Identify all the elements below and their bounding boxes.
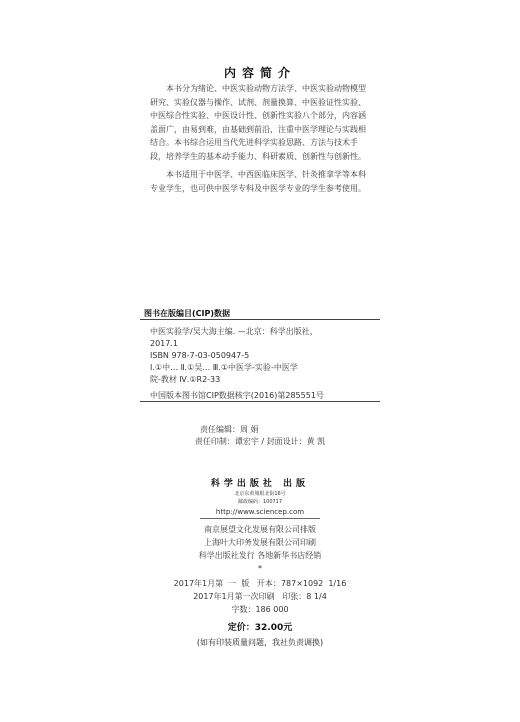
printer: 上海叶大印务发展有限公司印刷 [204,538,316,547]
publisher-name: 科学出版社 出版 [210,479,310,489]
cip-line-class: 院-教材 Ⅳ.①R2-33 [150,375,221,384]
cip-line-core: 中国版本图书馆CIP数据核字(2016)第285551号 [150,391,324,400]
cip-top-rule [140,319,380,320]
cip-line-year: 2017.1 [150,339,178,348]
cip-block [150,326,370,402]
quality-notice: (如有印装质量问题，我社负责调换) [196,638,324,647]
editor-credit: 责任编辑：周 娟 [200,425,259,434]
publisher-address: 北京东黄城根北街16号 [234,491,286,497]
cip-bottom-rule [140,401,380,402]
word-count-line: 字数：186 000 [231,605,289,614]
intro-paragraph-1: 本书分为绪论、中医实验动物方法学、中医实验动物模型研究、实验仪器与操作、试剂、剂量换算、中医验证性实验、中医综合性实验、中医设计性、创新性实验八个部分，内容涵盖面广，由易到难，由基础到前沿，注重中医学理论与实践相结合。本书综合运用当代先进科学实验思路、方法与技术手段，培养学生的基本动手能力、科研素质、创新性与创新性。 [150,84,366,161]
intro-paragraph-2: 本书适用于中医学、中西医临床医学、针灸推拿学等本科专业学生，也可供中医学专科及中医学专业的学生参考使用。 [150,170,366,193]
edition-line: 2017年1月第 一 版 开本：787×1092 1/16 [173,579,347,588]
cip-line-title: 中医实验学/吴大海主编. —北京：科学出版社， [150,327,318,336]
intro-body [150,82,370,195]
cip-heading: 图书在版编目(CIP)数据 [144,309,231,318]
printing-line: 2017年1月第一次印刷 印张：8 1/4 [193,592,327,601]
intro-title: 内容简介 [223,66,296,80]
publisher-website: http://www.sciencep.com [215,508,305,516]
typesetter: 南京展望文化发展有限公司排版 [204,525,316,534]
distributor: 科学出版社发行 各地新华书店经销 [198,551,322,560]
publisher-rule [200,518,320,519]
separator-star: * [258,564,262,573]
publisher-zip: 邮政编码：100717 [237,499,283,505]
production-credit: 责任印制：谭宏宇 / 封面设计：黄 凯 [194,437,326,446]
cip-line-isbn: ISBN 978-7-03-050947-5 [150,351,250,360]
cip-line-subject: Ⅰ.①中… Ⅱ.①吴… Ⅲ.①中医学-实验-中医学 [150,363,298,372]
price: 定价：32.00元 [227,623,293,633]
